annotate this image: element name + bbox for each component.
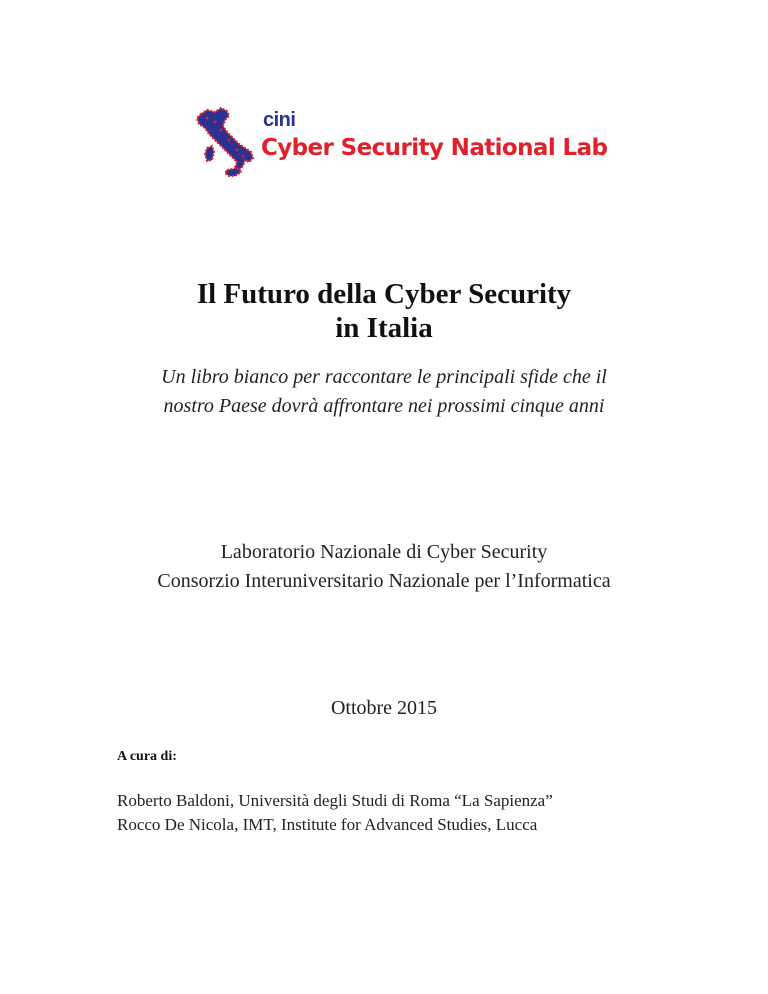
subtitle-line-2: nostro Paese dovrà affrontare nei prossimi cinque anni: [163, 395, 605, 417]
page-title: [0, 277, 768, 345]
institution-block: [0, 538, 768, 596]
institution-line-2: Consorzio Interuniversitario Nazionale per l’Informatica: [157, 570, 611, 592]
title-line-1: Il Futuro della Cyber Security: [196, 278, 572, 310]
subtitle-line-1: Un libro bianco per raccontare le principali sfide che il: [161, 366, 607, 388]
editor-entry: Rocco De Nicola, IMT, Institute for Advanced Studies, Lucca: [117, 815, 538, 834]
editors-label: A cura di:: [117, 749, 177, 764]
publication-date: Ottobre 2015: [330, 697, 438, 719]
italy-map-icon: [193, 104, 263, 182]
lab-wordmark: Cyber Security National Lab: [261, 135, 608, 161]
editor-entry: Roberto Baldoni, Università degli Studi di Roma “La Sapienza”: [117, 791, 553, 810]
editors-list: [117, 789, 553, 837]
institution-line-1: Laboratorio Nazionale di Cyber Security: [220, 541, 548, 563]
subtitle: [0, 363, 768, 421]
cyber-security-national-lab-logo: [193, 104, 608, 182]
cini-wordmark: cini: [263, 109, 296, 131]
title-line-2: in Italia: [335, 312, 433, 344]
